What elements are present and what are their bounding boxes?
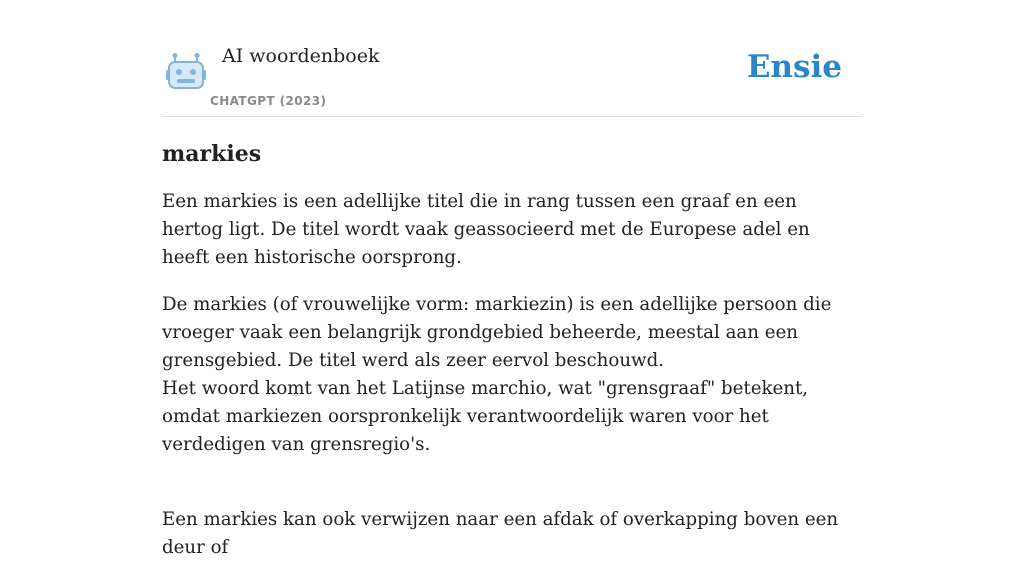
spacer (162, 478, 862, 506)
source-subtitle: CHATGPT (2023) (210, 94, 327, 108)
robot-icon (166, 52, 206, 90)
definition-paragraph: De markies (of vrouwelijke vorm: markiezin) is een adellijke persoon die vroeger vaak een belangrijk grondgebied beheerde, meestal aan een grensgebied. De titel werd als zeer eervol beschouwd. (162, 294, 832, 371)
entry-term: markies (162, 141, 262, 167)
source-header (162, 0, 862, 117)
definition-paragraph: Het woord komt van het Latijnse marchio, wat "grensgraaf" betekent, omdat markiezen oorspronkelijk verantwoordelijk waren voor het verdedigen van grensregio's. (162, 378, 809, 455)
entry-content (162, 138, 862, 581)
definition-paragraph: Een markies is een adellijke titel die in rang tussen een graaf en een hertog ligt. De titel wordt vaak geassocieerd met de Europese adel en heeft een historische oorsprong. (162, 191, 810, 268)
definition-paragraph: Een markies kan ook verwijzen naar een afdak of overkapping boven een deur of (162, 509, 839, 558)
source-title[interactable]: AI woordenboek (222, 45, 380, 67)
brand-logo[interactable]: Ensie (746, 49, 842, 85)
